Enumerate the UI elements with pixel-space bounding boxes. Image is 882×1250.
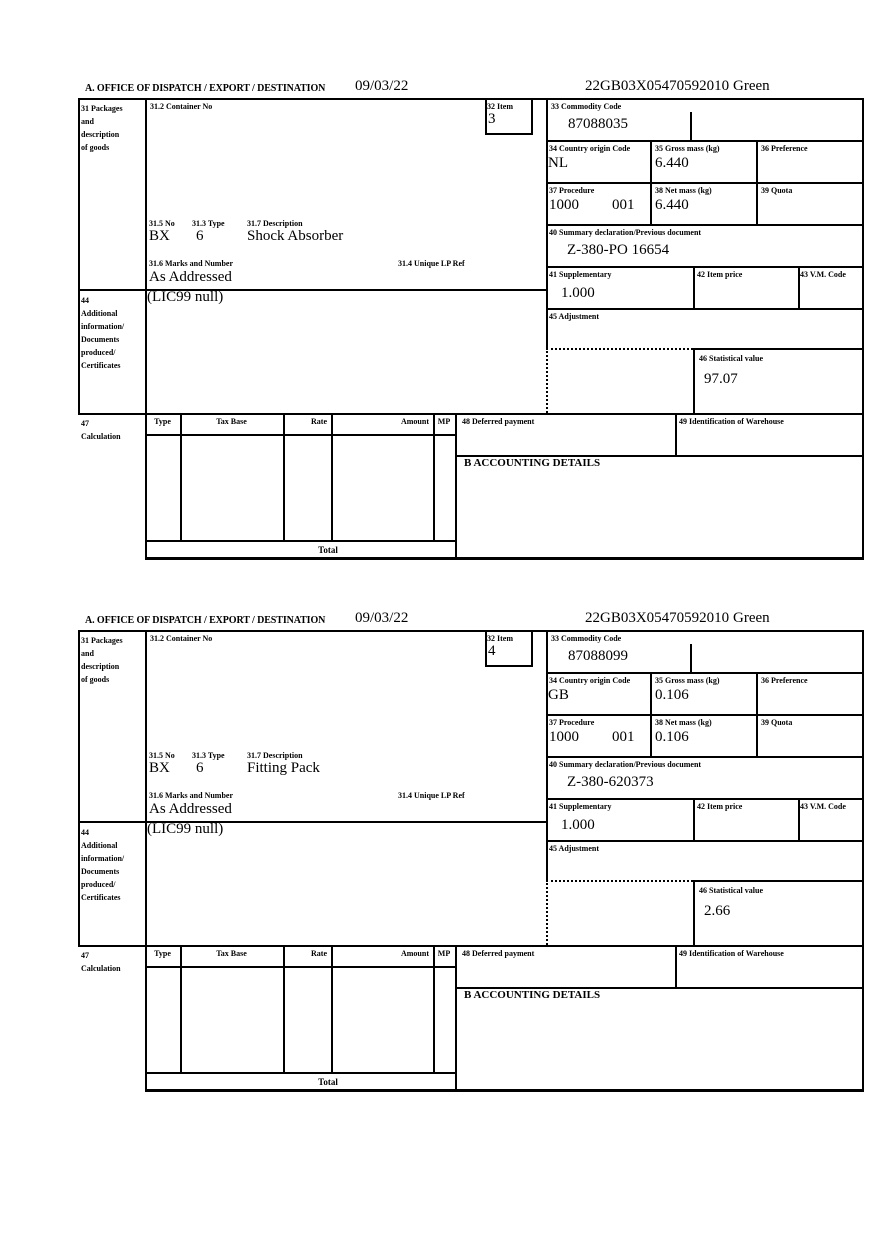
grid-line: [675, 945, 677, 989]
grid-line: [756, 140, 758, 224]
supplementary-units-value: 1.000: [561, 285, 595, 301]
office-of-dispatch-label: A. OFFICE OF DISPATCH / EXPORT / DESTINATION: [85, 83, 326, 94]
grid-line: [693, 798, 695, 840]
accounting-details-label: B ACCOUNTING DETAILS: [464, 989, 601, 1001]
previous-document-label: 40 Summary declaration/Previous document: [549, 228, 702, 237]
grid-line: [331, 413, 333, 540]
label-line: Additional: [81, 309, 118, 318]
lp-ref-label: 31.4 Unique LP Ref: [398, 259, 465, 268]
marks-label: 31.6 Marks and Number: [149, 791, 234, 800]
label-line: 31 Packages: [81, 104, 123, 113]
net-mass-value: 0.106: [655, 729, 689, 745]
grid-line: [78, 98, 80, 415]
label-line: description: [81, 662, 120, 671]
additional-info-box-label: [81, 826, 124, 904]
grid-line: [485, 665, 533, 667]
additional-info-box-label: [81, 294, 124, 372]
origin-country-label: 34 Country origin Code: [549, 144, 631, 153]
item-price-label: 42 Item price: [697, 802, 743, 811]
grid-line: [690, 644, 692, 672]
gross-mass-label: 35 Gross mass (kg): [655, 676, 720, 685]
packages-no-value: BX: [149, 760, 170, 776]
label-line: Calculation: [81, 432, 121, 441]
packages-box-label: [81, 102, 123, 154]
dotted-line: [546, 880, 693, 882]
marks-label: 31.6 Marks and Number: [149, 259, 234, 268]
grid-line: [145, 630, 147, 1092]
grid-line: [693, 348, 695, 413]
mrn-value: 22GB03X05470592010: [585, 610, 730, 626]
goods-description-value: Fitting Pack: [247, 760, 320, 776]
grid-line: [145, 557, 864, 560]
origin-country-value: NL: [548, 155, 568, 171]
procedure-label: 37 Procedure: [549, 718, 595, 727]
vm-code-label: 43 V.M. Code: [800, 802, 846, 811]
grid-line: [531, 630, 533, 667]
label-line: produced/: [81, 880, 116, 889]
grid-line: [693, 266, 695, 308]
label-line: 47: [81, 419, 89, 428]
grid-line: [78, 630, 80, 947]
commodity-code-label: 33 Commodity Code: [551, 102, 622, 111]
statistical-value-label: 46 Statistical value: [699, 354, 763, 363]
declaration-date-value: 09/03/22: [355, 78, 409, 94]
description-label: 31.7 Description: [247, 751, 303, 760]
grid-line: [756, 672, 758, 756]
item-price-label: 42 Item price: [697, 270, 743, 279]
procedure-label: 37 Procedure: [549, 186, 595, 195]
dotted-line: [546, 348, 548, 413]
grid-line: [78, 413, 864, 415]
label-line: description: [81, 130, 120, 139]
adjustment-label: 45 Adjustment: [549, 844, 600, 853]
grid-line: [546, 308, 864, 310]
packages-type-label: 31.3 Type: [192, 219, 225, 228]
routing-value: Green: [733, 78, 770, 94]
grid-line: [145, 966, 457, 968]
grid-line: [546, 798, 864, 800]
office-of-dispatch-label: A. OFFICE OF DISPATCH / EXPORT / DESTINATION: [85, 615, 326, 626]
statistical-value-label: 46 Statistical value: [699, 886, 763, 895]
grid-line: [546, 756, 864, 758]
additional-info-value: (LIC99 null): [147, 289, 224, 305]
marks-value: As Addressed: [149, 801, 232, 817]
gross-mass-value: 6.440: [655, 155, 689, 171]
label-line: of goods: [81, 143, 110, 152]
accounting-details-label: B ACCOUNTING DETAILS: [464, 457, 601, 469]
grid-line: [675, 413, 677, 457]
grid-line: [78, 945, 864, 947]
packages-type-label: 31.3 Type: [192, 751, 225, 760]
origin-country-label: 34 Country origin Code: [549, 676, 631, 685]
mrn-value: 22GB03X05470592010: [585, 78, 730, 94]
tax-base-column-header: Tax Base: [216, 417, 247, 426]
grid-line: [531, 98, 533, 135]
grid-line: [650, 140, 652, 224]
grid-line: [650, 672, 652, 756]
preference-label: 36 Preference: [761, 676, 808, 685]
net-mass-value: 6.440: [655, 197, 689, 213]
grid-line: [283, 945, 285, 1072]
preference-label: 36 Preference: [761, 144, 808, 153]
label-line: information/: [81, 322, 125, 331]
tax-rate-column-header: Rate: [311, 949, 327, 958]
supplementary-units-value: 1.000: [561, 817, 595, 833]
grid-line: [485, 133, 533, 135]
gross-mass-label: 35 Gross mass (kg): [655, 144, 720, 153]
grid-line: [690, 112, 692, 140]
previous-document-value: Z-380-620373: [567, 774, 654, 790]
supplementary-label: 41 Supplementary: [549, 270, 612, 279]
commodity-code-value: 87088035: [568, 116, 628, 132]
grid-line: [455, 945, 457, 1092]
item-label: 32 Item: [487, 634, 513, 643]
tax-amount-column-header: Amount: [400, 417, 429, 426]
tax-base-column-header: Tax Base: [216, 949, 247, 958]
routing-value: Green: [733, 610, 770, 626]
grid-line: [862, 98, 864, 560]
label-line: Documents: [81, 335, 120, 344]
adjustment-label: 45 Adjustment: [549, 312, 600, 321]
tax-type-column-header: Type: [154, 949, 171, 958]
grid-line: [546, 224, 864, 226]
item-number-value: 3: [488, 111, 496, 127]
packages-box-label: [81, 634, 123, 686]
packages-no-value: BX: [149, 228, 170, 244]
label-line: Certificates: [81, 361, 121, 370]
deferred-payment-label: 48 Deferred payment: [462, 949, 535, 958]
packages-type-value: 6: [196, 228, 204, 244]
origin-country-value: GB: [548, 687, 569, 703]
statistical-value: 97.07: [704, 371, 738, 387]
packages-type-value: 6: [196, 760, 204, 776]
grid-line: [283, 413, 285, 540]
procedure-code-value: 1000: [549, 197, 579, 213]
commodity-code-label: 33 Commodity Code: [551, 634, 622, 643]
supplementary-label: 41 Supplementary: [549, 802, 612, 811]
label-line: Certificates: [81, 893, 121, 902]
tax-mp-column-header: MP: [437, 949, 451, 958]
grid-line: [693, 348, 864, 350]
commodity-code-value: 87088099: [568, 648, 628, 664]
dotted-line: [546, 880, 548, 945]
grid-line: [546, 266, 864, 268]
total-label: Total: [318, 545, 338, 555]
net-mass-label: 38 Net mass (kg): [655, 718, 712, 727]
label-line: 44: [81, 296, 89, 305]
warehouse-id-label: 49 Identification of Warehouse: [679, 417, 784, 426]
goods-description-value: Shock Absorber: [247, 228, 344, 244]
grid-line: [78, 630, 864, 632]
warehouse-id-label: 49 Identification of Warehouse: [679, 949, 784, 958]
calculation-box-label: [81, 949, 121, 975]
marks-value: As Addressed: [149, 269, 232, 285]
vm-code-label: 43 V.M. Code: [800, 270, 846, 279]
grid-line: [433, 413, 435, 540]
packages-no-label: 31.5 No: [149, 751, 175, 760]
label-line: 47: [81, 951, 89, 960]
calculation-box-label: [81, 417, 121, 443]
label-line: Additional: [81, 841, 118, 850]
procedure-code-2-value: 001: [612, 197, 635, 213]
grid-line: [145, 434, 457, 436]
grid-line: [546, 714, 864, 716]
grid-line: [546, 182, 864, 184]
label-line: Calculation: [81, 964, 121, 973]
statistical-value: 2.66: [704, 903, 731, 919]
previous-document-value: Z-380-PO 16654: [567, 242, 670, 258]
tax-mp-column-header: MP: [437, 417, 451, 426]
grid-line: [145, 1072, 457, 1074]
grid-line: [145, 1089, 864, 1092]
procedure-code-value: 1000: [549, 729, 579, 745]
container-no-label: 31.2 Container No: [150, 102, 213, 111]
grid-line: [862, 630, 864, 1092]
declaration-item-section: [78, 98, 864, 560]
quota-label: 39 Quota: [761, 186, 793, 195]
label-line: of goods: [81, 675, 110, 684]
label-line: and: [81, 649, 94, 658]
grid-line: [546, 840, 864, 842]
total-label: Total: [318, 1077, 338, 1087]
grid-line: [693, 880, 695, 945]
dotted-line: [546, 348, 693, 350]
grid-line: [180, 945, 182, 1072]
label-line: produced/: [81, 348, 116, 357]
label-line: Documents: [81, 867, 120, 876]
item-number-value: 4: [488, 643, 496, 659]
gross-mass-value: 0.106: [655, 687, 689, 703]
grid-line: [546, 140, 864, 142]
tax-amount-column-header: Amount: [400, 949, 429, 958]
lp-ref-label: 31.4 Unique LP Ref: [398, 791, 465, 800]
previous-document-label: 40 Summary declaration/Previous document: [549, 760, 702, 769]
tax-type-column-header: Type: [154, 417, 171, 426]
container-no-label: 31.2 Container No: [150, 634, 213, 643]
grid-line: [455, 413, 457, 560]
net-mass-label: 38 Net mass (kg): [655, 186, 712, 195]
label-line: 31 Packages: [81, 636, 123, 645]
tax-rate-column-header: Rate: [311, 417, 327, 426]
grid-line: [78, 98, 864, 100]
label-line: 44: [81, 828, 89, 837]
declaration-date-value: 09/03/22: [355, 610, 409, 626]
grid-line: [693, 880, 864, 882]
deferred-payment-label: 48 Deferred payment: [462, 417, 535, 426]
additional-info-value: (LIC99 null): [147, 821, 224, 837]
declaration-item-section: [78, 630, 864, 1092]
label-line: information/: [81, 854, 125, 863]
description-label: 31.7 Description: [247, 219, 303, 228]
grid-line: [433, 945, 435, 1072]
label-line: and: [81, 117, 94, 126]
procedure-code-2-value: 001: [612, 729, 635, 745]
grid-line: [145, 540, 457, 542]
quota-label: 39 Quota: [761, 718, 793, 727]
grid-line: [145, 98, 147, 560]
grid-line: [546, 672, 864, 674]
packages-no-label: 31.5 No: [149, 219, 175, 228]
item-label: 32 Item: [487, 102, 513, 111]
grid-line: [180, 413, 182, 540]
grid-line: [331, 945, 333, 1072]
